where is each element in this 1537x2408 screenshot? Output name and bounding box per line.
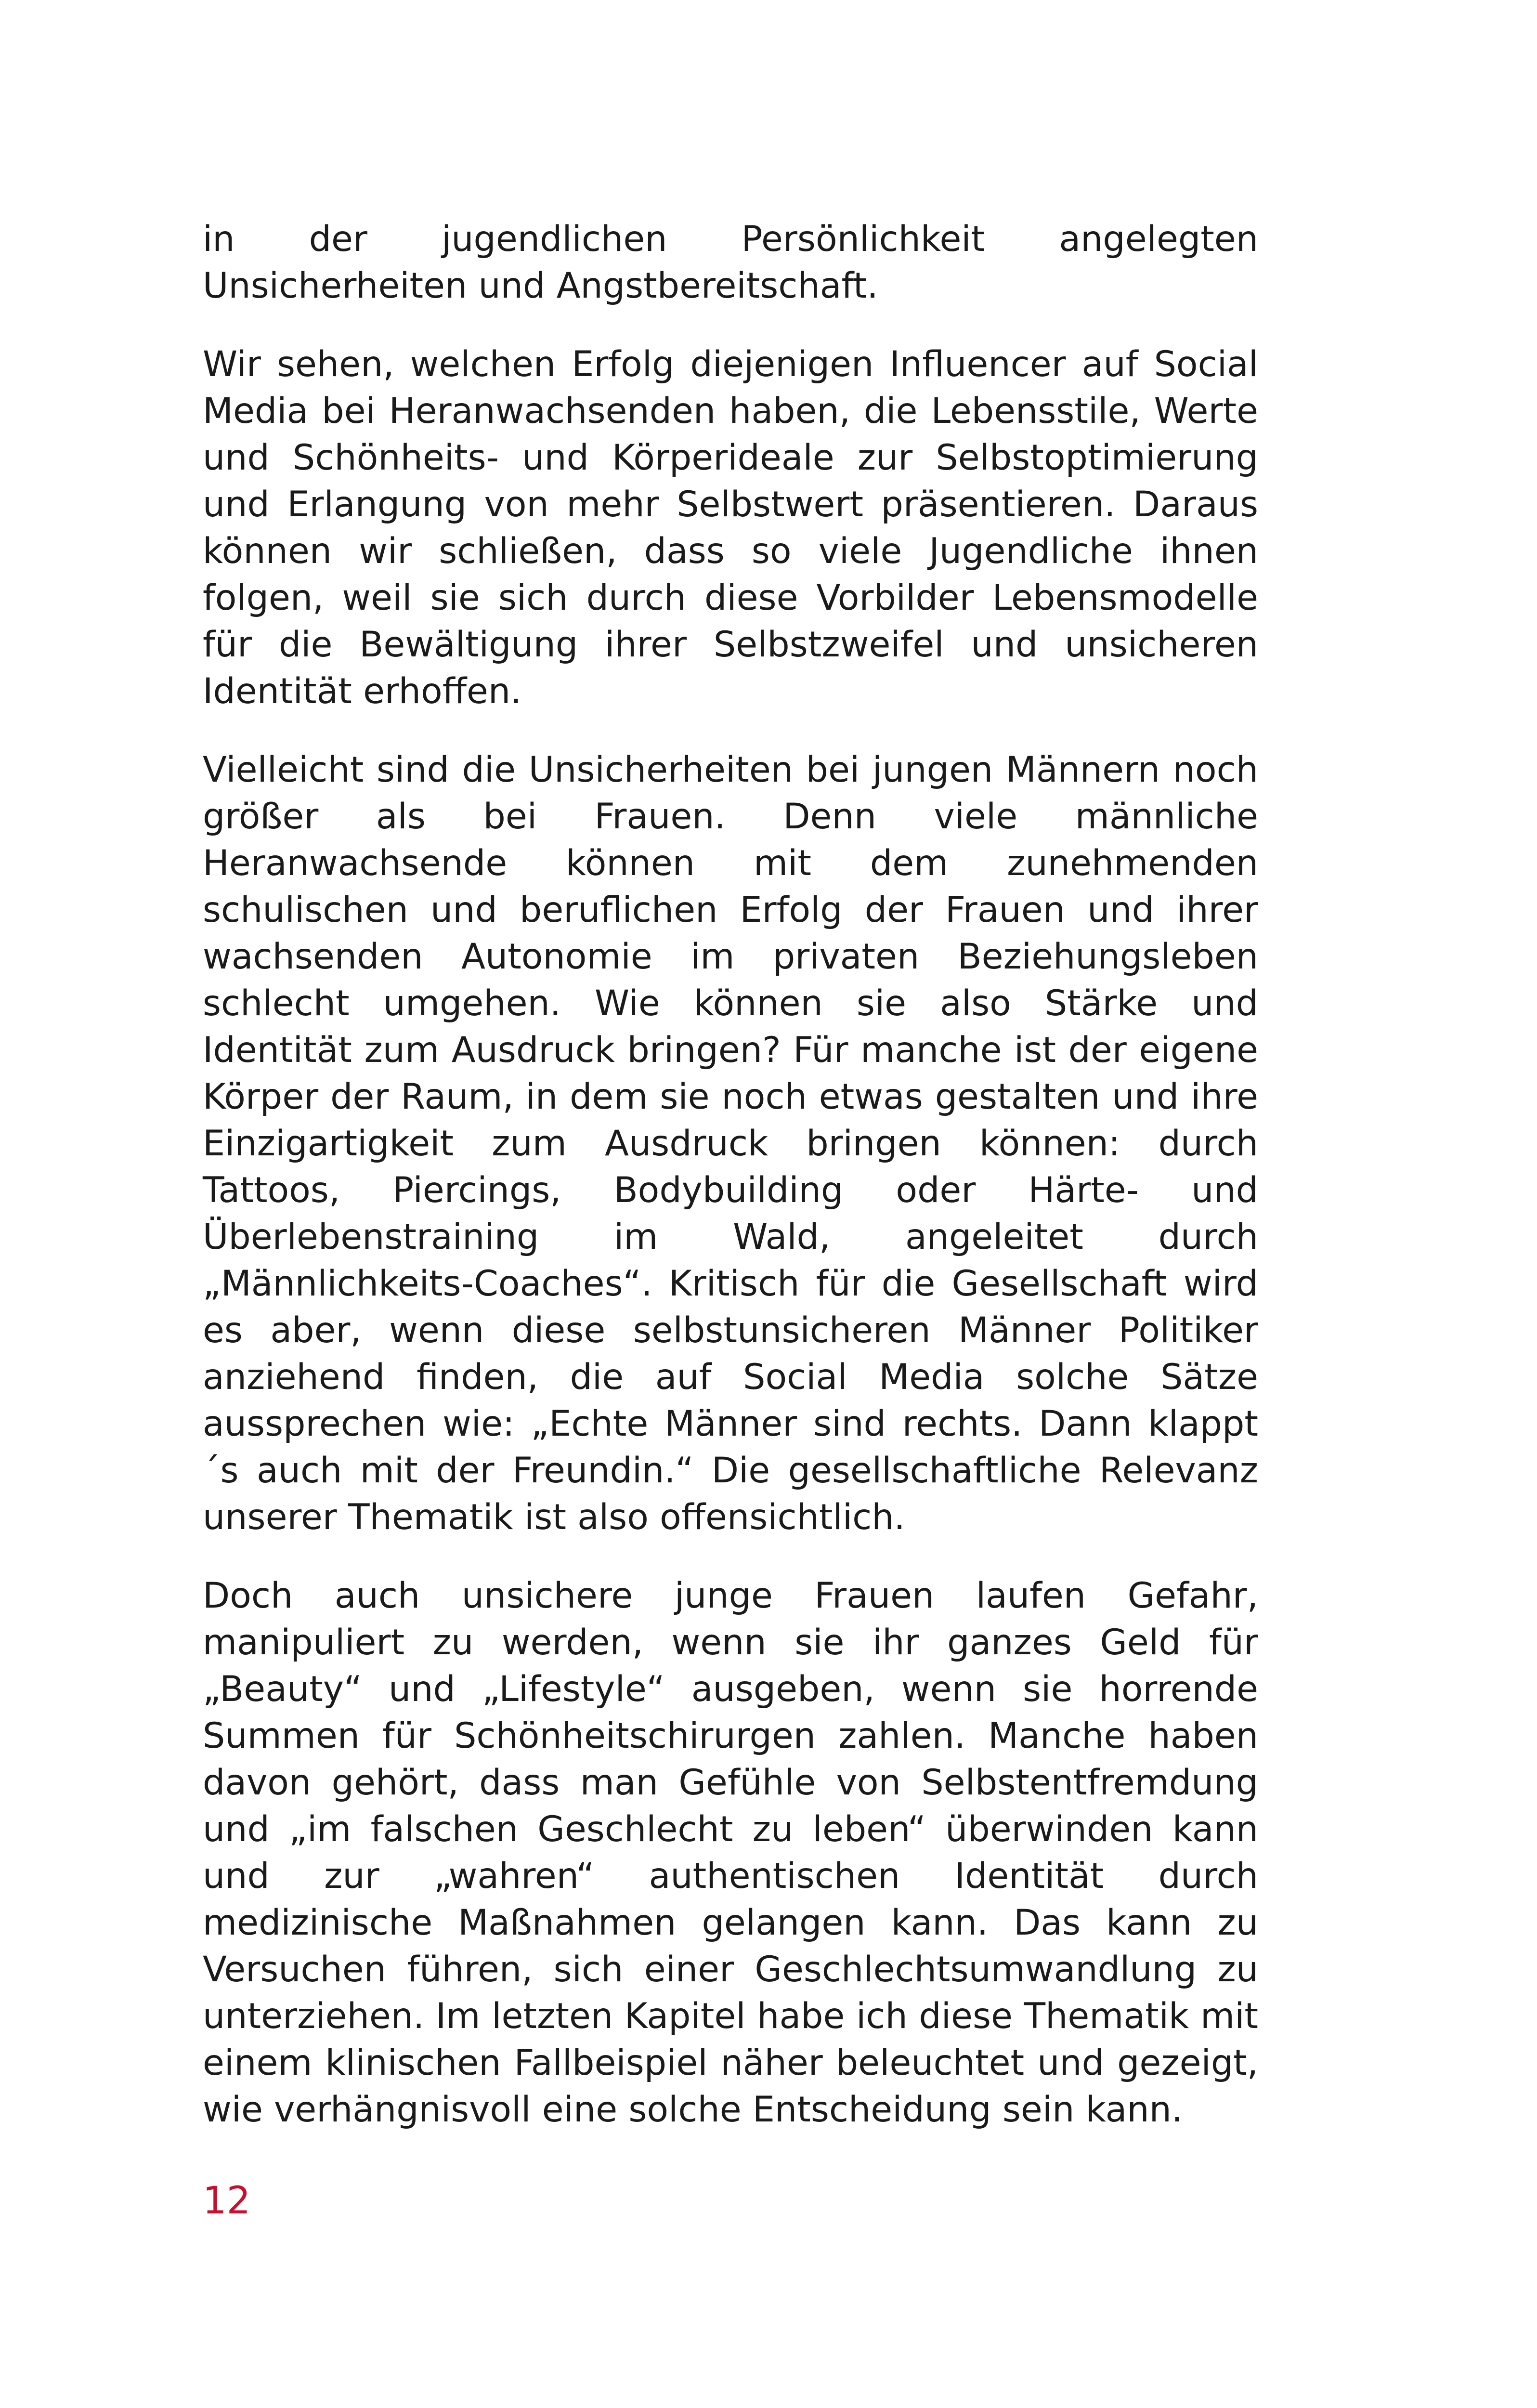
- paragraph-2: Wir sehen, welchen Erfolg diejenigen Influencer auf Social Media bei Heranwachsenden haben, die Lebensstile, Werte und Schönheits- und Körperideale zur Selbstoptimierung und Erlangung von mehr Selbstwert präsentieren. Daraus können wir schließen, dass so viele Jugendliche ihnen folgen, weil sie sich durch diese Vorbilder Lebensmodelle für die Bewältigung ihrer Selbstzweifel und unsicheren Identität erhoffen.: [203, 344, 1258, 712]
- paragraph-1: in der jugendlichen Persönlichkeit angelegten Unsicherheiten und Angstbereitschaft.: [203, 219, 1258, 306]
- body-text: [203, 216, 1258, 2165]
- page-number: 12: [203, 2179, 251, 2223]
- paragraph-3: Vielleicht sind die Unsicherheiten bei jungen Männern noch größer als bei Frauen. Denn viele männliche Heranwachsende können mit dem zunehmenden schulischen und beruflichen Erfolg der Frauen und ihrer wachsenden Autonomie im privaten Beziehungsleben schlecht umgehen. Wie können sie also Stärke und Identität zum Ausdruck bringen? Für manche ist der eigene Körper der Raum, in dem sie noch etwas gestalten und ihre Einzigartigkeit zum Ausdruck bringen können: durch Tattoos, Piercings, Bodybuilding oder Härte- und Überlebenstraining im Wald, angeleitet durch „Männlichkeits-Coaches“. Kritisch für die Gesellschaft wird es aber, wenn diese selbstunsicheren Männer Politiker anziehend finden, die auf Social Media solche Sätze aussprechen wie: „Echte Männer sind rechts. Dann klappt´s auch mit der Freundin.“ Die gesellschaftliche Relevanz unserer Thematik ist also offensichtlich.: [203, 749, 1258, 1538]
- paragraph-4: Doch auch unsichere junge Frauen laufen Gefahr, manipuliert zu werden, wenn sie ihr ganzes Geld für „Beauty“ und „Lifestyle“ ausgeben, wenn sie horrende Summen für Schönheitschirurgen zahlen. Manche haben davon gehört, dass man Gefühle von Selbstentfremdung und „im falschen Geschlecht zu leben“ überwinden kann und zur „wahren“ authentischen Identität durch medizinische Maßnahmen gelangen kann. Das kann zu Versuchen führen, sich einer Geschlechtsumwandlung zu unterziehen. Im letzten Kapitel habe ich diese Thematik mit einem klinischen Fallbeispiel näher beleuchtet und gezeigt, wie verhängnisvoll eine solche Entscheidung sein kann.: [203, 1575, 1258, 2130]
